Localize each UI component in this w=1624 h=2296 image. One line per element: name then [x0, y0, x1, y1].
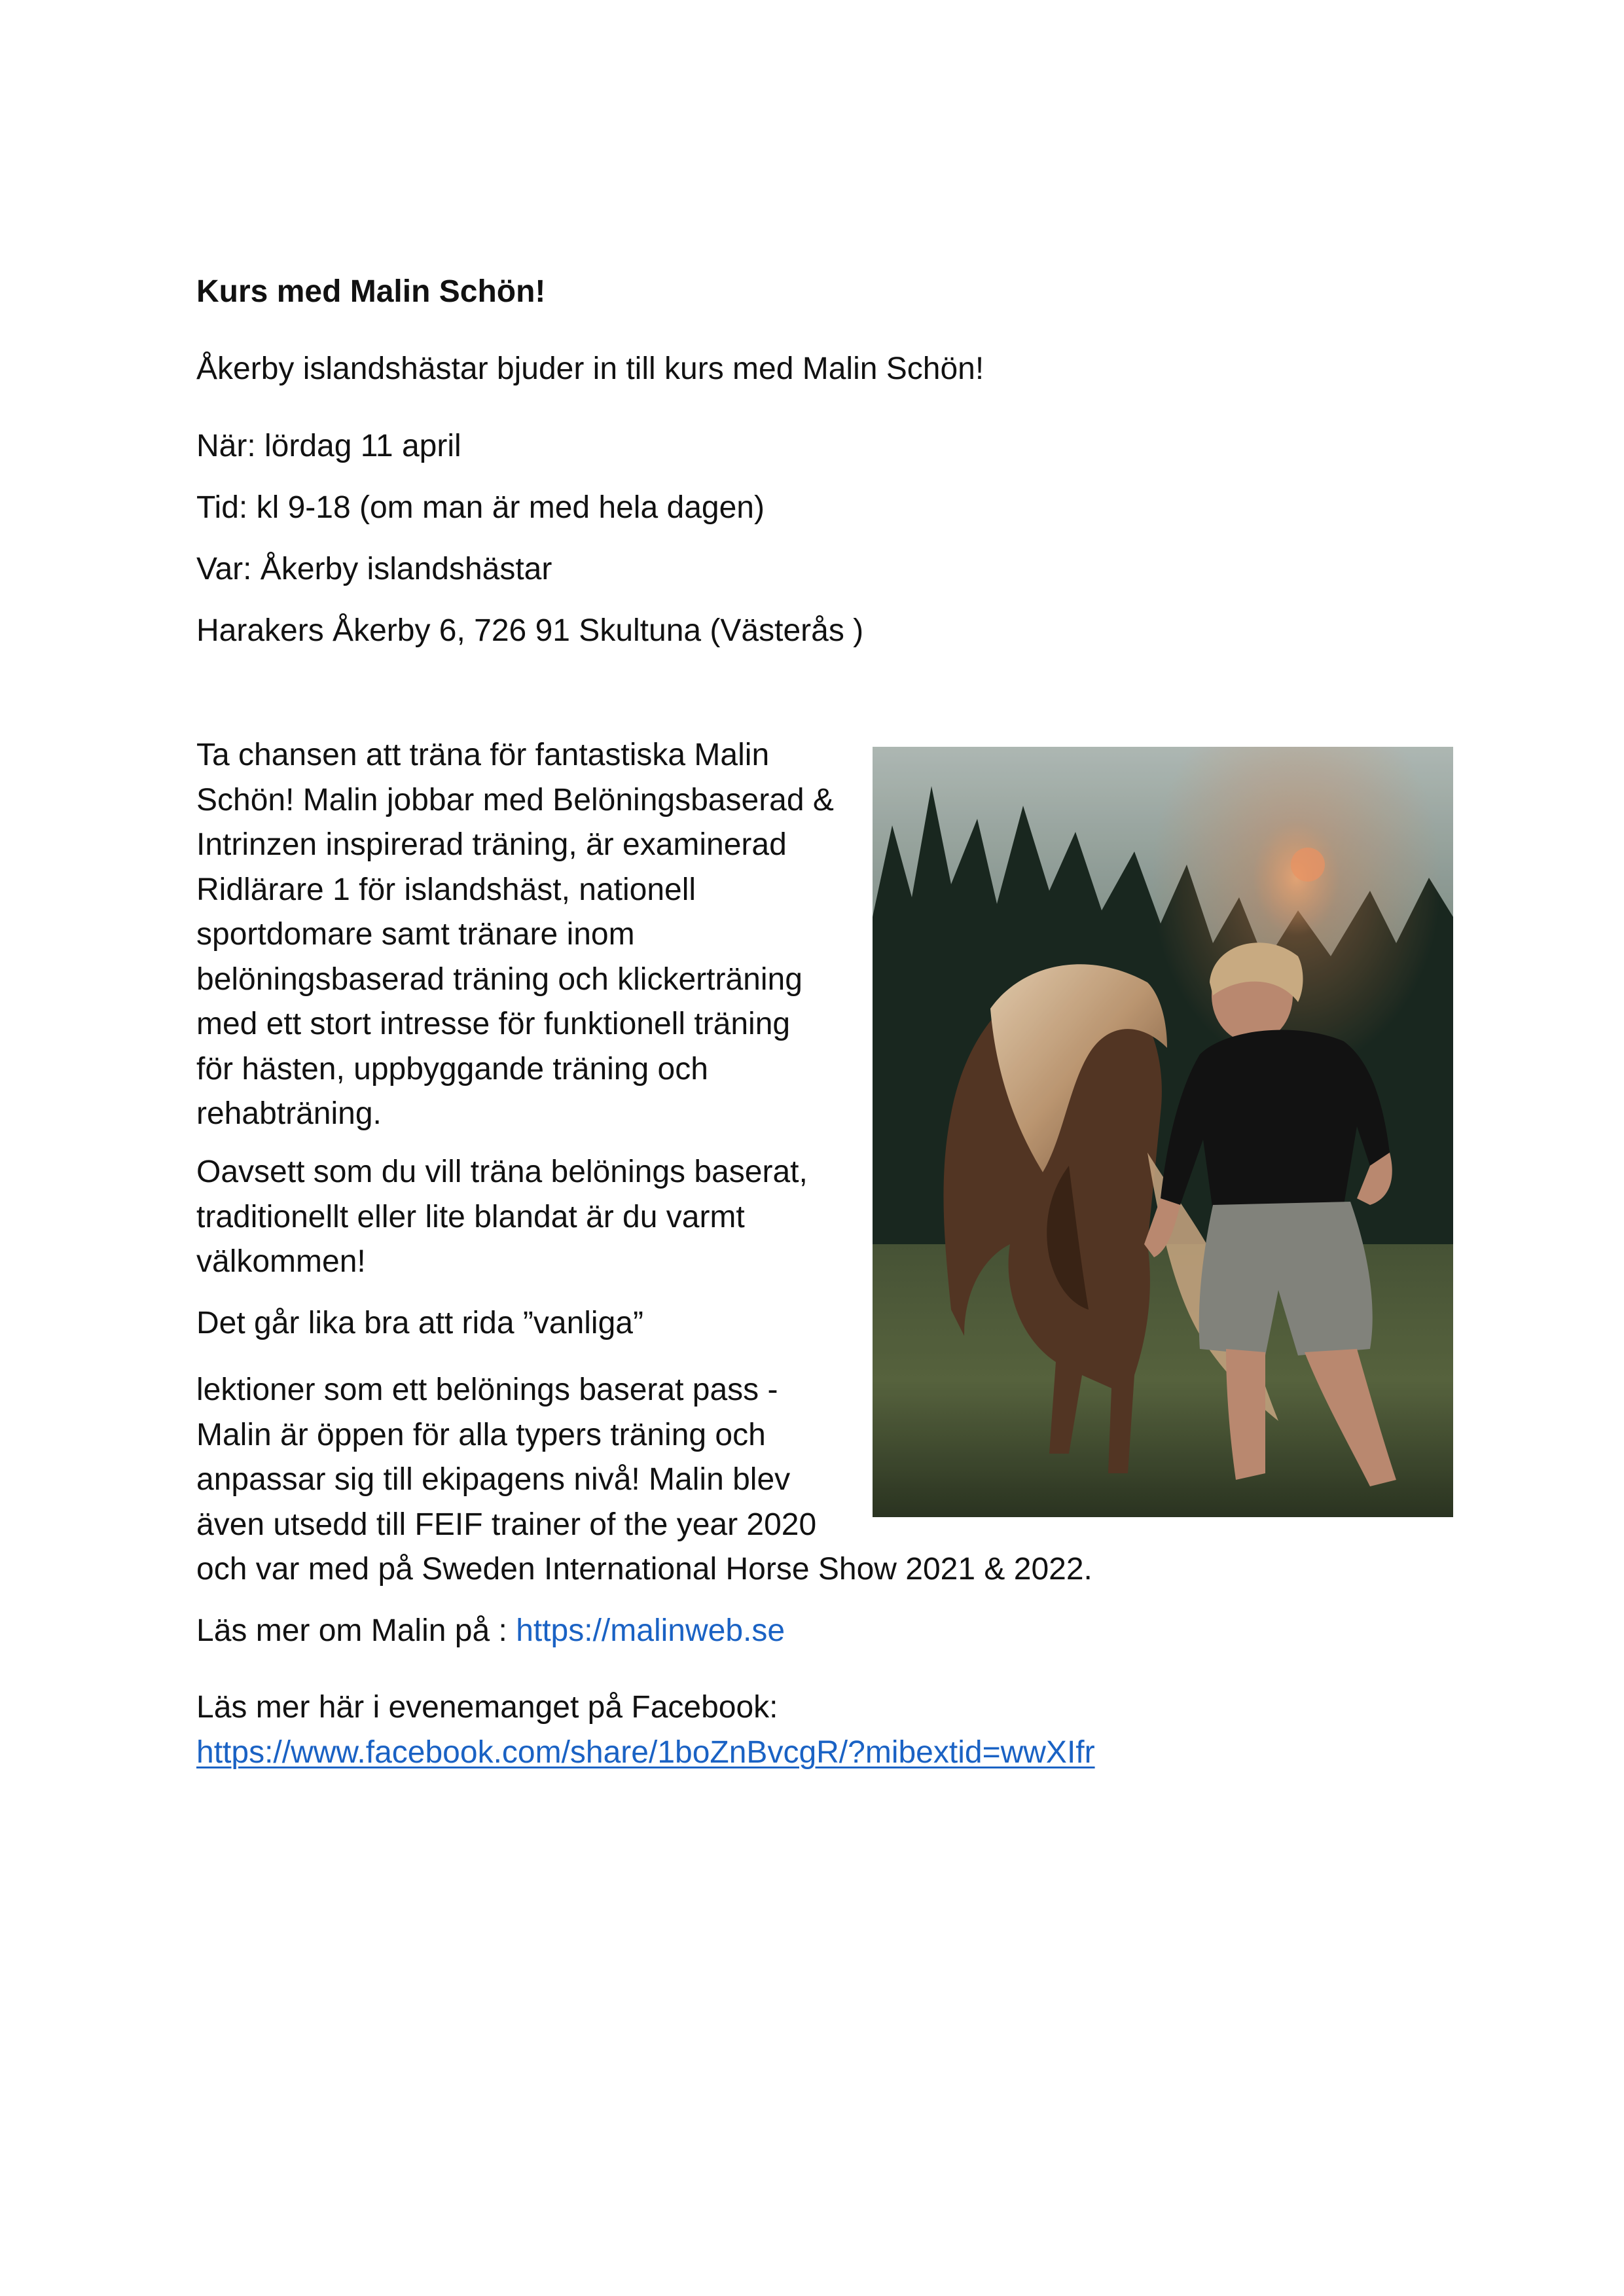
where-line: Var: Åkerby islandshästar	[196, 552, 552, 586]
read-more-line	[196, 1609, 785, 1654]
intro-line: Åkerby islandshästar bjuder in till kurs med Malin Schön!	[196, 351, 984, 386]
paragraph-line: Malin är öppen för alla typers träning och	[196, 1417, 766, 1452]
when-line: När: lördag 11 april	[196, 429, 461, 463]
paragraph-line: anpassar sig till ekipagens nivå! Malin blev	[196, 1462, 791, 1497]
time-line: Tid: kl 9-18 (om man är med hela dagen)	[196, 490, 765, 525]
address-line: Harakers Åkerby 6, 726 91 Skultuna (Västerås )	[196, 613, 864, 648]
photo-illustration	[873, 747, 1453, 1517]
paragraph-line: Oavsett som du vill träna belönings baserat,	[196, 1155, 808, 1189]
paragraph-line: Schön! Malin jobbar med Belöningsbaserad &	[196, 782, 834, 817]
paragraph-line: Ridlärare 1 för islandshäst, nationell	[196, 872, 696, 907]
read-more-wrapper	[196, 1609, 785, 1654]
facebook-paragraph	[196, 1685, 1095, 1775]
paragraph-line: belöningsbaserad träning och klickerträning	[196, 961, 803, 997]
paragraph-line: med ett stort intresse för funktionell träning	[196, 1007, 791, 1041]
read-more-prefix: Läs mer om Malin på :	[196, 1613, 516, 1648]
paragraph-line: rehabträning.	[196, 1096, 382, 1131]
welcome-paragraph	[196, 1150, 808, 1285]
facebook-event-link[interactable]: https://www.facebook.com/share/1boZnBvcgR/?mibextid=wwXIfr	[196, 1734, 1095, 1770]
facebook-prefix: Läs mer här i evenemanget på Facebook:	[196, 1690, 778, 1725]
paragraph-line: även utsedd till FEIF trainer of the year 2020	[196, 1507, 817, 1542]
paragraph-line: välkommen!	[196, 1244, 366, 1279]
malinweb-link[interactable]: https://malinweb.se	[516, 1613, 785, 1648]
description-paragraph	[196, 733, 834, 1137]
lessons-line	[196, 1301, 643, 1346]
document-title: Kurs med Malin Schön!	[196, 274, 546, 309]
paragraph-line: och var med på Sweden International Horse Show 2021 & 2022.	[196, 1552, 1092, 1587]
paragraph-line: Det går lika bra att rida ”vanliga”	[196, 1306, 643, 1340]
paragraph-line: för hästen, uppbyggande träning och	[196, 1051, 708, 1086]
paragraph-line: Ta chansen att träna för fantastiska Malin	[196, 738, 770, 772]
photo-vignette	[873, 747, 1453, 1517]
paragraph-line: Intrinzen inspirerad träning, är examinerad	[196, 827, 787, 862]
paragraph-line: traditionellt eller lite blandat är du varmt	[196, 1199, 745, 1234]
paragraph-line: lektioner som ett belönings baserat pass -	[196, 1372, 778, 1407]
horse-trainer-photo	[873, 747, 1453, 1517]
paragraph-line: sportdomare samt tränare inom	[196, 917, 635, 952]
